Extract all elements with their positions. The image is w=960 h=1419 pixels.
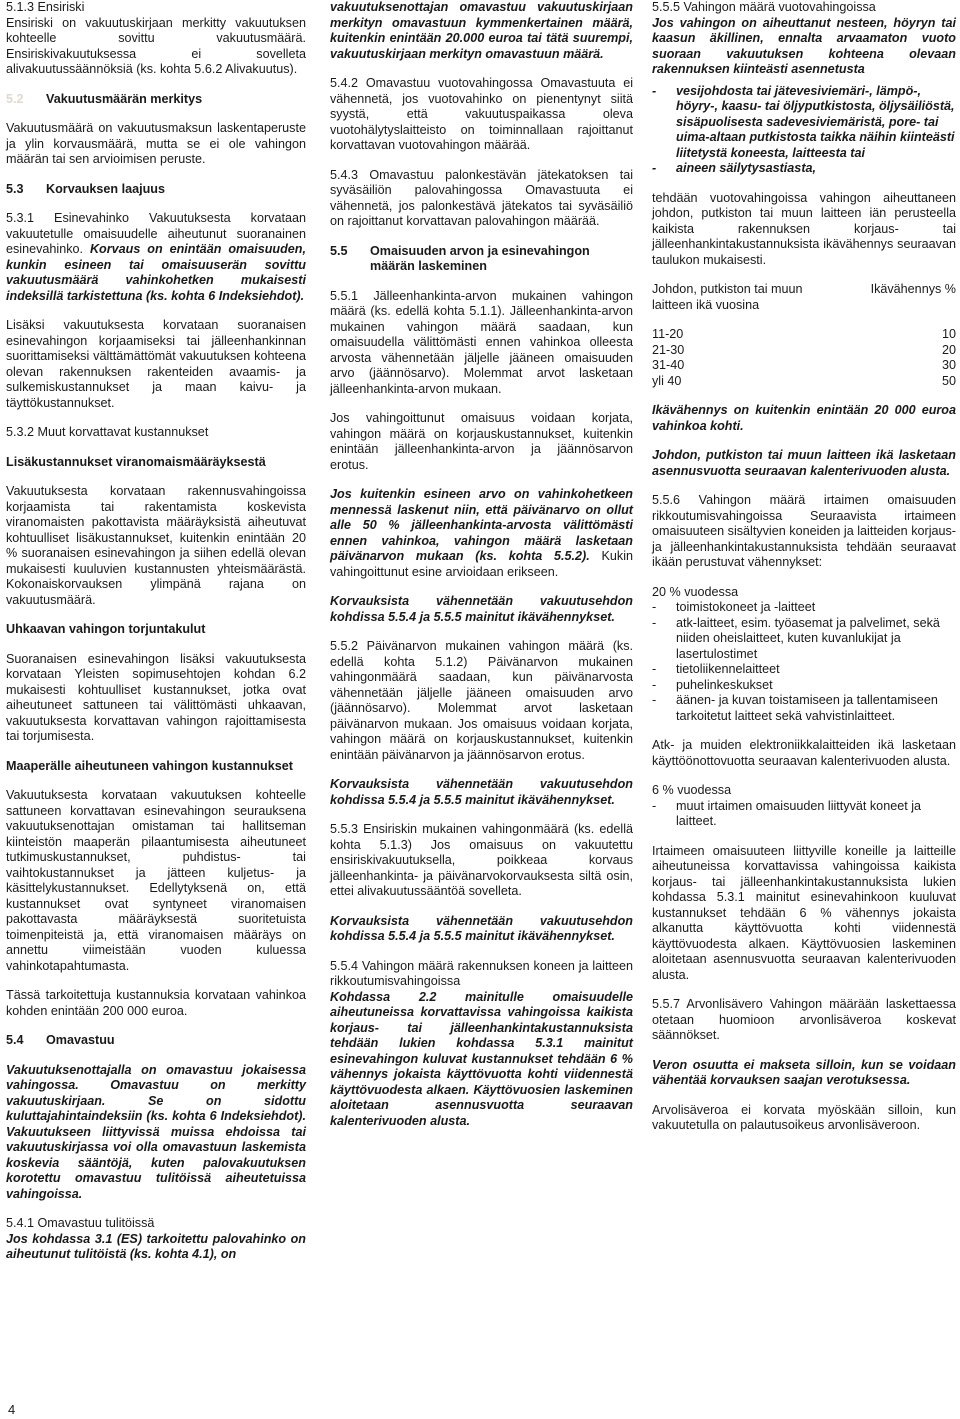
section-number: 5.3 — [6, 181, 24, 196]
section-title: Vakuutusmäärän merkitys — [46, 91, 203, 106]
section-5-5-5 — [652, 0, 956, 78]
table-cell-age: 11-20 — [652, 327, 684, 341]
section-5-5-7-tail: Arvolisäveroa ei korvata myöskään silloin, kun vakuutetulla on palautusoikeus arvonlisäveroon. — [652, 1102, 956, 1132]
electronics-age-text: Atk- ja muiden elektroniikkalaitteiden ikä lasketaan käyttöönottovuotta seuraavan kalenterivuoden alusta. — [652, 738, 956, 768]
section-5-5-5-text: tehdään vuotovahingoissa vahingon aiheuttaneen johdon, putkiston tai muun laitteen iän perusteella kaikista rakennuksen korjaus- tai jälleenhankintakustannuksista ikävähennys seuraavan taulukon mukaisesti. — [652, 190, 956, 267]
section-5-5-1-tail: Kukin vahingoittunut esine arvioidaan erikseen. — [330, 549, 634, 579]
subsection-text: Vakuutuksesta korvataan vakuutuksen kohteelle sattuneen korvattavan esinevahingon seurauksena vakuutuksenottajan omistaman tai hallitseman kiinteistön maaperän pilaantumisesta aiheutuneet tutkimuskustannukset, puhdistus- tai vaihtokustannukset ja jätteen kuljetus- ja käsittelykustannukset. Edellytyksenä on, että kustannukset ovat syntyneet viranomaisen pakottavasta määräyksestä suoritetuista toimenpiteistä ja, että viranomaisen määräys on annettu viimeistään vuoden kuluessa vahinkotapahtumasta. — [6, 788, 306, 973]
section-5-5-1-emphasis: Jos kuitenkin esineen arvo on vahinkohetkeen mennessä laskenut niin, että päivänarvo on ollut alle 50 % jälleenhankinta-arvosta välittömästi ennen vahinkoa, vahingon määrä lasketaan päivänarvon mukaan (ks. kohta 5.5.2). — [330, 487, 633, 563]
list-item: - äänen- ja kuvan toistamiseen ja tallentamiseen tarkoitetut laitteet sekä vahvistinlaitteet. — [652, 693, 956, 724]
section-5-3-heading — [6, 182, 306, 198]
section-5-5-heading — [330, 244, 633, 275]
section-5-1-3 — [6, 0, 306, 78]
subsection-text: Vakuutuksesta korvataan rakennusvahingoissa korjaamista tai rakentamista koskevista viranomaisten pakottavista määräyksistä aiheutuvat kohtuulliset lisäkustannukset, kuitenkin enintään 20 % suoranaisen esinevahingon ja siihen edellä olevan mukaisesti kuuluvien kustannusten yhteismäärästä. Kokonaiskorvauksen ylimpänä rajana on vakuutusmäärä. — [6, 484, 306, 607]
table-row — [652, 343, 956, 359]
table-cell-pct: 20 — [941, 342, 956, 357]
section-5-1-3-heading: 5.1.3 Ensiriski — [6, 0, 85, 14]
subsection-title: Maaperälle aiheutuneen vahingon kustannukset — [6, 758, 293, 773]
subsection-title: Lisäkustannukset viranomaismääräyksestä — [6, 454, 266, 469]
deduction-20-list — [652, 600, 956, 724]
section-number: 5.2 — [6, 91, 24, 106]
list-item: - vesijohdosta tai jätevesiviemäri-, lämpö-, höyry-, kaasu- tai öljyputkistosta, öljysäiliöstä, sisäpuolisesta sadevesiviemäristä, pore- tai uima-altaan putkistosta taikka näihin kiinteästi liitetystä koneesta, laitteesta tai — [652, 84, 956, 162]
deduction-note: Korvauksista vähennetään vakuutusehdon kohdissa 5.5.4 ja 5.5.5 mainitut ikävähennykset. — [330, 594, 633, 624]
list-item: - puhelinkeskukset — [652, 678, 956, 694]
table-cell-age: 31-40 — [652, 358, 685, 372]
table-cell-pct: 50 — [941, 373, 956, 388]
section-5-5-4 — [330, 959, 633, 1130]
column-3 — [652, 0, 956, 1148]
section-5-5-1: 5.5.1 Jälleenhankinta-arvon mukainen vahingon määrä (ks. edellä kohta 5.1.1). Jälleenhankinta-arvon mukainen vahingon määrä saadaan, kun omaisuudella välittömästi ennen vahinkoa olleesta arvosta vähennetään jäljelle jääneen omaisuuden arvo (jäännösarvo). Molemmat arvot lasketaan jälleenhankinta-arvon mukaan. — [330, 288, 633, 396]
list-item: - atk-laitteet, esim. työasemat ja palvelimet, sekä niiden oheislaitteet, kuten kuvanlukijat ja lasertulostimet — [652, 616, 956, 663]
section-5-1-3-text: Ensiriski on vakuutuskirjaan merkitty vakuutuksen kohteelle sovittu vakuutusmäärä. Ensiriskivakuutuksessa ei sovelleta alivakuutussäännöksiä (ks. kohta 5.6.2 Alivakuutus). — [6, 15, 306, 76]
section-5-5-5-heading: 5.5.5 Vahingon määrä vuotovahingoissa — [652, 0, 876, 14]
list-item: - tietoliikennelaitteet — [652, 662, 956, 678]
deduction-6-list — [652, 799, 956, 830]
list-item: - toimistokoneet ja -laitteet — [652, 600, 956, 616]
section-5-3-1-emphasis: Korvaus on enintään omaisuuden, kunkin esineen tai omaisuuserän sovittu vakuutusmäärä vahinkohetken mukaisesti indeksillä tarkistettuna (ks. kohta 6 Indeksiehdot). — [6, 242, 306, 303]
section-5-5-5-emphasis: Jos vahingon on aiheuttanut nesteen, höyryn tai kaasun äkillinen, ennalta arvaamaton vuoto suoraan vakuutuksen kohteena olevaan rakennuksen kiinteästi asennetusta — [652, 15, 956, 76]
subsection-title: Uhkaavan vahingon torjuntakulut — [6, 622, 206, 636]
movable-property-text: Irtaimeen omaisuuteen liittyville koneille ja laitteille aiheutuneissa korvattavissa vahingoissa kaikista korjaus- tai jälleenhankintakustannuksista lukien kohdassa 5.3.1 mainitut esinevahinkoon kuuluvat kustannukset tehdään 6 % vähennys jokaista alkanutta käyttövuotta kohti viidennestä käyttövuodesta alkaen. Käyttövuosien laskeminen aloitetaan asennusvuotta seuraavan kalenterivuoden alusta. — [652, 843, 956, 982]
list-item: - muut irtaimen omaisuuden liittyvät koneet ja laitteet. — [652, 799, 956, 830]
section-5-5-6: 5.5.6 Vahingon määrä irtaimen omaisuuden rikkoutumisvahingoissa Seuraavista irtaimeen omaisuuteen sisältyvien koneiden ja laitteiden korjaus- ja jälleenhankintakustannuksista tehdään seuraavat ikään perustuvat vähennykset: — [652, 493, 956, 569]
table-row — [652, 358, 956, 374]
table-row — [652, 327, 956, 343]
continued-emphasis: vakuutuksenottajan omavastuu vakuutuskirjaan merkityn omavastuun kymmenkertainen määrä, kuitenkin enintään 20.000 euroa tai tätä suurempi, vakuutuskirjaan merkityn omavastuun määrä. — [330, 0, 633, 61]
list-item: - aineen säilytysastiasta, — [652, 161, 956, 177]
deduction-6-label: 6 % vuodessa — [652, 783, 732, 797]
column-2 — [330, 0, 633, 1143]
section-title: Korvauksen laajuus — [46, 181, 165, 196]
section-5-5-7-emphasis: Veron osuutta ei makseta silloin, kun se voidaan vähentää korvauksen saajan verotuksessa. — [652, 1057, 956, 1087]
section-5-4-emphasis: Vakuutuksenottajalla on omavastuu jokaisessa vahingossa. Omavastuu on merkitty vakuutuskirjaan. Se on sidottu kuluttajahintaindeksiin (ks. kohta 6 Indeksiehdot). Vakuutukseen liittyvissä muissa ehdoissa tai vakuutuskirjassa voi olla omavastuun laskemista koskevia sääntöjä, kuten palovakuutuksen korotettu omavastuu tulitöissä aiheutetuissa vahingoissa. — [6, 1062, 306, 1201]
section-5-4-1-emphasis: Jos kohdassa 3.1 (ES) tarkoitettu palovahinko on aiheutunut tulitöistä (ks. kohta 4.1), on — [6, 1231, 306, 1261]
section-5-4-heading — [6, 1033, 306, 1049]
table-header-row — [652, 282, 956, 313]
table-header-pct: Ikävähennys % — [870, 282, 956, 296]
section-5-3-1 — [6, 211, 306, 304]
section-5-5-1-text: Jos vahingoittunut omaisuus voidaan korjata, vahingon määrä on korjauskustannukset, kuitenkin enintään jälleenhankinta-arvon ja jäännösarvon erotus. — [330, 411, 633, 472]
table-note: Ikävähennys on kuitenkin enintään 20 000 euroa vahinkoa kohti. — [652, 403, 956, 433]
deduction-note: Korvauksista vähennetään vakuutusehdon kohdissa 5.5.4 ja 5.5.5 mainitut ikävähennykset. — [330, 913, 633, 943]
section-5-4-2: 5.4.2 Omavastuu vuotovahingossa Omavastuuta ei vähennetä, jos vuotovahinko on pienentynyt siitä syystä, että vakuutuspaikassa oleva vuotohälytyslaitteisto on toiminnallaan rajoittanut korvattavan vuotovahingon määrää. — [330, 76, 633, 152]
section-5-5-7: 5.5.7 Arvonlisävero Vahingon määrään laskettaessa otetaan huomioon arvonlisäveroa koskevat säännökset. — [652, 997, 956, 1042]
section-5-2-text: Vakuutusmäärä on vakuutusmaksun laskentaperuste ja ylin korvausmäärä, mutta se ei ole vahingon määrän tai sen arvioimisen peruste. — [6, 121, 306, 166]
section-5-2-heading — [6, 92, 306, 108]
page-number: 4 — [8, 1402, 16, 1417]
section-5-5-3: 5.5.3 Ensiriskin mukainen vahingonmäärä (ks. edellä kohta 5.1.3) Jos omaisuus on vakuutettu ensiriskivakuutuksella, poikkeaa korvaus jälleenhankinta- ja päivänarvokorvauksesta siltä osin, ettei alivakuutussääntöä sovelleta. — [330, 822, 633, 898]
leak-source-list — [652, 84, 956, 177]
section-5-4-3: 5.4.3 Omavastuu palonkestävän jätekatoksen tai syväsäiliön palovahingossa Omavastuuta ei vähennetä, jos palonkestävä jätekatos tai syväsäiliö on rajoittanut korvattavan palovahingon määrää. — [330, 167, 633, 228]
table-cell-age: yli 40 — [652, 373, 682, 388]
section-5-4-1-heading: 5.4.1 Omavastuu tulitöissä — [6, 1216, 155, 1230]
section-5-5-4-emphasis: Kohdassa 2.2 mainitulle omaisuudelle aiheutuneissa korvattavissa vahingoissa kaikista korjaus- tai jälleenhankintakustannuksista tehdään lukien kohdassa 5.3.1 mainitut esinevahingon kuluvat kustannukset tehdään 6 % vähennys jokaista käyttövuotta kohti viidennestä käyttövuodesta alkaen. Käyttövuosien laskeminen aloitetaan asennusvuotta seuraavan kalenterivuoden alusta. — [330, 989, 633, 1128]
section-5-5-1-emphasis-para — [330, 487, 633, 580]
section-5-3-1-extra: Lisäksi vakuutuksesta korvataan suoranaisen esinevahingon korjaamiseksi tai jälleenhankinnan suorittamiseksi välttämättömät vakuutuksen kohteena olevan rakennuksen rakenteiden avaamis- ja sulkemiskustannukset ja maan kaivu- ja täyttökustannukset. — [6, 318, 306, 410]
table-row — [652, 374, 956, 390]
section-number: 5.4 — [6, 1033, 24, 1047]
section-5-3-1-text: 5.3.1 Esinevahinko Vakuutuksesta korvataan vakuutetulle omaisuudelle aiheutunut suoranainen esinevahinko. — [6, 211, 306, 256]
column-1 — [6, 0, 306, 1277]
section-title: Omaisuuden arvon ja esinevahingon määrän laskeminen — [370, 243, 590, 273]
table-note: Johdon, putkiston tai muun laitteen ikä lasketaan asennusvuotta seuraavan kalenterivuoden alusta. — [652, 448, 956, 478]
section-5-4-1 — [6, 1216, 306, 1263]
section-number: 5.5 — [330, 243, 348, 258]
table-cell-age: 21-30 — [652, 342, 685, 357]
section-5-5-2: 5.5.2 Päivänarvon mukainen vahingon määrä (ks. edellä kohta 5.1.2) Päivänarvon mukainen vahingonmäärä saadaan, kun päivänarvosta vähennetään jäljelle jääneen omaisuuden arvo (jäännösarvo). Molemmat arvot lasketaan päivänarvon mukaan. Jos omaisuus voidaan korjata, vahingon määrä on korjauskustannukset, kuitenkin enintään päivänarvon ja jäännösarvon erotus. — [330, 639, 633, 762]
age-deduction-table — [652, 282, 956, 389]
table-cell-pct: 30 — [941, 358, 956, 372]
section-title: Omavastuu — [46, 1033, 115, 1047]
section-5-3-2-heading: 5.3.2 Muut korvattavat kustannukset — [6, 425, 209, 439]
deduction-20-label: 20 % vuodessa — [652, 584, 739, 599]
subsection-text: Tässä tarkoitettuja kustannuksia korvataan vahinkoa kohden enintään 200 000 euroa. — [6, 988, 306, 1018]
table-header-age: Johdon, putkiston tai muun laitteen ikä vuosina — [652, 282, 803, 312]
deduction-note: Korvauksista vähennetään vakuutusehdon kohdissa 5.5.4 ja 5.5.5 mainitut ikävähennykset. — [330, 777, 633, 807]
section-5-5-4-heading: 5.5.4 Vahingon määrä rakennuksen koneen ja laitteen rikkoutumisvahingoissa — [330, 958, 633, 988]
subsection-text: Suoranaisen esinevahingon lisäksi vakuutuksesta korvataan Yleisten sopimusehtojen kohdan 6.2 mukaisesti kohtuulliset kustannukset, jotka ovat aiheutuneet sattuneen tai välittömästi uhkaavan, vakuutuksesta korvattavan vahingon rajoittamisesta tai torjumisesta. — [6, 651, 306, 743]
table-cell-pct: 10 — [941, 327, 956, 341]
